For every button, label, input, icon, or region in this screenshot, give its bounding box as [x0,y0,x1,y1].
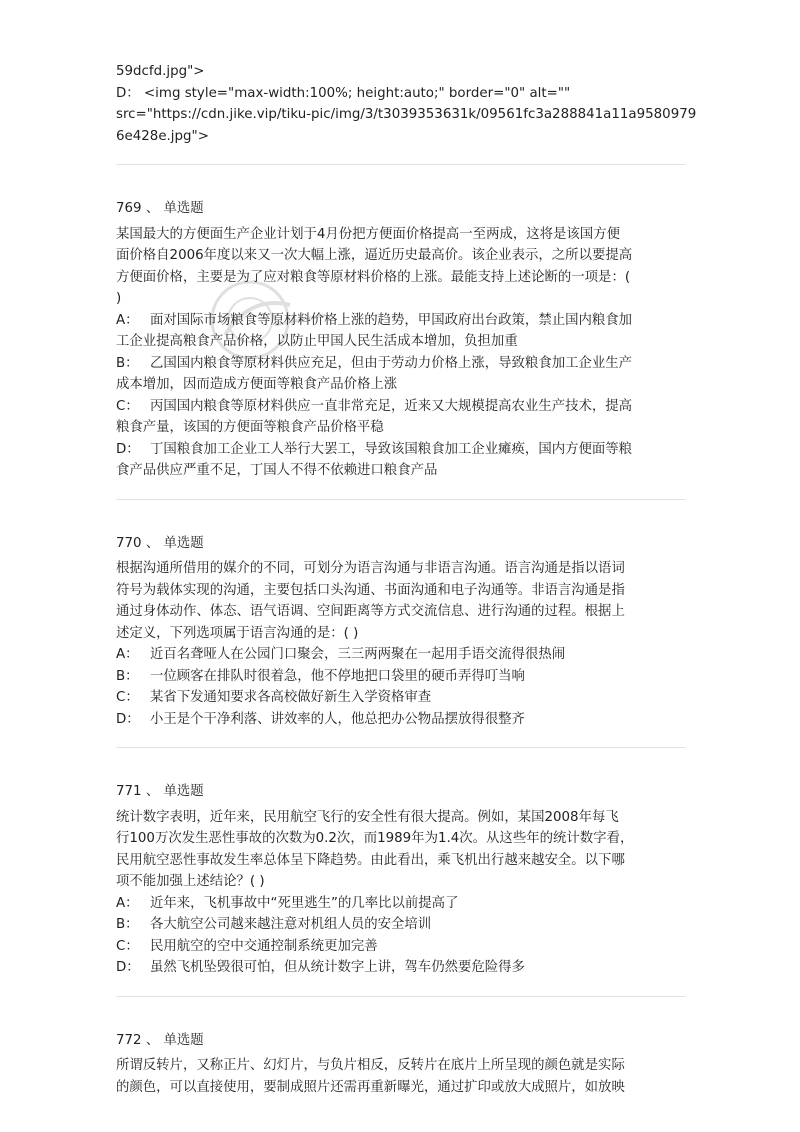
option-label: A： [116,647,139,662]
question-stem-line: 所谓反转片，又称正片、幻灯片，与负片相反，反转片在底片上所呈现的颜色就是实际 [116,1058,625,1073]
question-stem-line: 行100万次发生恶性事故的次数为0.2次，而1989年为1.4次。从这些年的统计数字看， [116,831,634,846]
option-text: 丁国粮食加工企业工人举行大罢工，导致该国粮食加工企业瘫痪，国内方便面等粮 [150,441,633,457]
option-line [116,396,686,418]
option-text: 工企业提高粮食产品价格，以防止甲国人民生活成本增加，负担加重 [116,334,518,349]
option-line [116,957,686,979]
question-block [116,781,686,997]
option-line [116,439,686,461]
question-stem-line: 面价格自2006年度以来又一次大幅上涨，逼近历史最高价。该企业表示，之所以要提高 [116,248,633,263]
question-block [116,198,686,500]
option-line [116,310,686,332]
text-line: 59dcfd.jpg"> [116,64,205,79]
option-text: 面对国际市场粮食等原材料价格上涨的趋势，甲国政府出台政策，禁止国内粮食加 [150,312,633,328]
option-text: 近年来，飞机事故中“死里逃生”的几率比以前提高了 [150,895,459,911]
question-block [116,1030,686,1099]
option-label: C： [116,398,139,414]
option-text: 食产品供应严重不足，丁国人不得不依赖进口粮食产品 [116,463,438,478]
previous-question-tail [116,61,697,147]
option-line [116,331,686,353]
option-label: D： [116,711,140,727]
text-line: 6e428e.jpg"> [116,128,209,144]
question-stem-line: 民用航空恶性事故发生率总体呈下降趋势。由此看出，乘飞机出行越来越安全。以下哪 [116,852,625,868]
option-text: 虽然飞机坠毁很可怕，但从统计数字上讲，驾车仍然要危险得多 [150,960,525,975]
option-line [116,644,686,666]
option-label: C： [116,938,139,954]
question-stem-line: 项不能加强上述结论？( ) [116,874,265,889]
question-stem-line: 统计数字表明，近年来，民用航空飞行的安全性有很大提高。例如，某国2008年每飞 [116,809,619,825]
divider [116,164,686,165]
question-stem-line: ) [116,291,122,306]
option-line [116,417,686,439]
option-label: B： [116,917,139,932]
option-text: 民用航空的空中交通控制系统更加完善 [150,938,378,954]
question-header: 771 、 单选题 [116,784,204,799]
divider [116,747,686,748]
option-line [116,914,686,936]
option-line [116,893,686,915]
option-line [116,687,686,709]
question-header: 769 、 单选题 [116,201,204,216]
document-page [116,61,697,1098]
option-label: B： [116,668,139,684]
question-header: 772 、 单选题 [116,1032,204,1048]
option-text: 乙国国内粮食等原材料供应充足，但由于劳动力价格上涨，导致粮食加工企业生产 [150,355,633,371]
option-line [116,460,686,482]
divider [116,499,686,500]
question-stem-line: 方便面价格，主要是为了应对粮食等原材料价格的上涨。最能支持上述论断的一项是：( [116,269,631,285]
option-line [116,936,686,958]
option-label: B： [116,355,139,371]
divider [116,996,686,997]
option-label: A： [116,312,139,328]
option-text: 某省下发通知要求各高校做好新生入学资格审查 [150,690,432,705]
question-block [116,533,686,749]
question-stem-line: 通过身体动作、体态、语气语调、空间距离等方式交流信息、进行沟通的过程。根据上 [116,604,625,619]
question-stem-line: 根据沟通所借用的媒介的不同，可划分为语言沟通与非语言沟通。语言沟通是指以语词 [116,561,625,576]
option-text: 丙国国内粮食等原材料供应一直非常充足，近来又大规模提高农业生产技术，提高 [150,398,633,414]
option-text: 成本增加，因而造成方便面等粮食产品价格上涨 [116,377,398,392]
option-line [116,666,686,688]
option-label: D： [116,960,140,975]
option-line [116,374,686,396]
option-text: 小王是个干净利落、讲效率的人，他总把办公物品摆放得很整齐 [150,711,525,727]
option-line [116,709,686,731]
question-stem-line: 符号为载体实现的沟通，主要包括口头沟通、书面沟通和电子沟通等。非语言沟通是指 [116,582,625,598]
text-line: D： <img style="max-width:100%; height:auto;" border="0" alt="" [116,85,571,101]
option-label: A： [116,895,139,911]
question-list [116,198,686,1098]
question-header: 770 、 单选题 [116,535,204,551]
question-stem-line: 述定义，下列选项属于语言沟通的是：( ) [116,625,359,641]
text-line: src="https://cdn.jike.vip/tiku-pic/img/3/t3039353631k/09561fc3a288841a11a9580979 [116,107,697,122]
question-stem-line: 的颜色，可以直接使用，要制成照片还需再重新曝光，通过扩印或放大成照片，如放映 [116,1079,625,1095]
option-label: D： [116,441,140,457]
option-text: 一位顾客在排队时很着急，他不停地把口袋里的硬币弄得叮当响 [150,668,525,684]
option-label: C： [116,690,139,705]
option-text: 粮食产量，该国的方便面等粮食产品价格平稳 [116,420,384,435]
option-text: 各大航空公司越来越注意对机组人员的安全培训 [150,917,432,932]
option-line [116,353,686,375]
question-stem-line: 某国最大的方便面生产企业计划于4月份把方便面价格提高一至两成，这将是该国方便 [116,226,620,242]
option-text: 近百名聋哑人在公园门口聚会，三三两两聚在一起用手语交流得很热闹 [150,647,566,662]
